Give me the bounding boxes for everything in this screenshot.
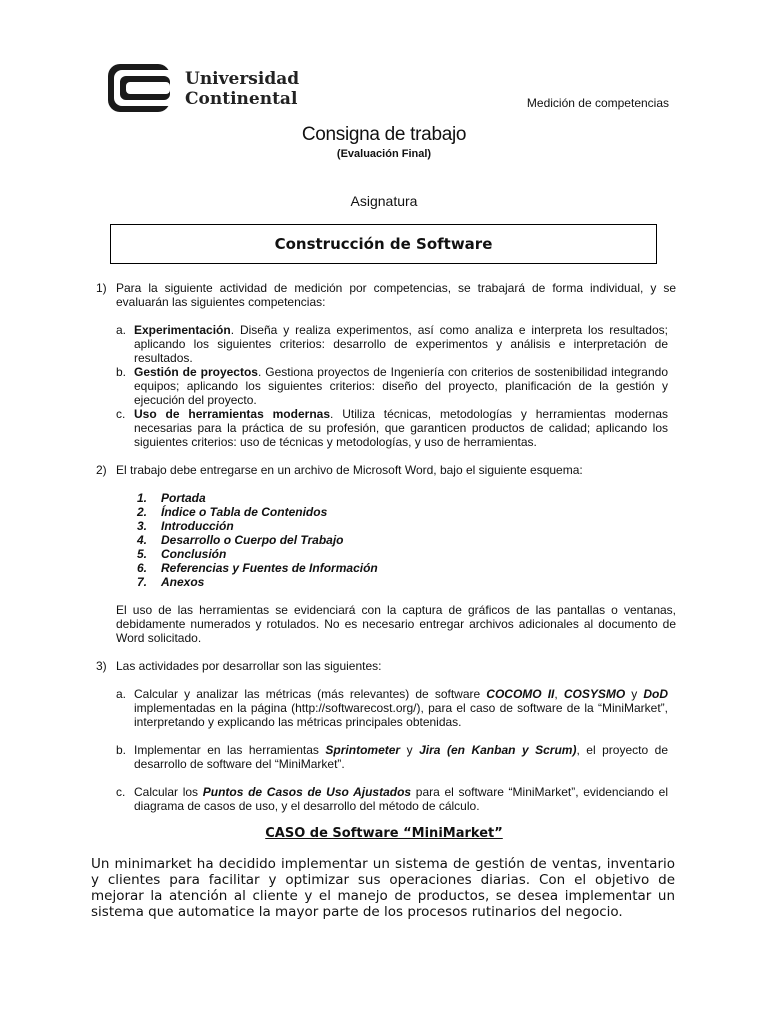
subject-name: Construcción de Software <box>274 235 493 253</box>
item-text: Las actividades por desarrollar son las siguientes: <box>116 659 382 673</box>
subject-label: Asignatura <box>350 193 418 209</box>
page-subtitle: (Evaluación Final) <box>336 148 432 160</box>
competency-a <box>116 323 668 365</box>
list-item: 5. Conclusión <box>137 547 227 561</box>
university-logo <box>108 64 300 114</box>
item-text: Para la siguiente actividad de medición por competencias, se trabajará de forma individual, y se evaluarán las siguientes competencias: <box>116 281 676 309</box>
page-title: Consigna de trabajo <box>301 124 467 145</box>
competency-letter: b. <box>116 365 127 379</box>
list-item: 6. Referencias y Fuentes de Información <box>137 561 378 575</box>
item-3 <box>96 659 676 673</box>
competency-name: Uso de herramientas modernas <box>134 407 330 421</box>
competency-name: Gestión de proyectos <box>134 365 258 379</box>
list-item: 2. Índice o Tabla de Contenidos <box>137 505 328 519</box>
competency-desc: . Gestiona proyectos de Ingeniería con criterios de sostenibilidad integrando equipos; aplicando los siguientes criterios: diseño del proyecto, planificación de la gestión y ejecución del proyecto. <box>134 365 668 407</box>
competency-desc: . Utiliza técnicas, metodologías y herramientas modernas necesarias para la práctica de su profesión, que garanticen productos de calidad; aplicando los siguientes criterios: uso de técnicas y metodologías, y uso de herramientas. <box>134 407 668 449</box>
item-text: El trabajo debe entregarse en un archivo de Microsoft Word, bajo el siguiente esquema: <box>116 463 583 477</box>
activity-a: a. Calcular y analizar las métricas (más relevantes) de software COCOMO II, COSYSMO y DoD implementadas en la página (http://softwarecost.org/), para el caso de software de la “MiniMarket”, interpretando y explicando las métricas principales obtenidas. <box>116 687 669 729</box>
list-item: 4. Desarrollo o Cuerpo del Trabajo <box>137 533 344 547</box>
competency-letter: a. <box>116 323 127 337</box>
competency-c <box>116 407 668 449</box>
logo-name-line2: Continental <box>185 89 298 109</box>
case-body: Un minimarket ha decidido implementar un sistema de gestión de ventas, inventario y clientes para facilitar y optimizar sus operaciones diarias. Con el objetivo de mejorar la atención al cliente y el manejo de productos, se desea implementar un sistema que automatice la mayor parte de los procesos rutinarios del negocio. <box>91 856 675 920</box>
competency-name: Experimentación <box>134 323 231 337</box>
item-1 <box>96 281 676 309</box>
activity-letter: a. <box>116 687 127 701</box>
item-2 <box>96 463 676 477</box>
competency-b <box>116 365 668 407</box>
activity-c: c. Calcular los Puntos de Casos de Uso Ajustados para el software “MiniMarket”, evidenciando el diagrama de casos de uso, y el desarrollo del método de cálculo. <box>116 785 668 813</box>
list-item: 3. Introducción <box>137 519 234 533</box>
activity-letter: b. <box>116 743 127 757</box>
subject-box <box>110 224 657 264</box>
logo-name-line1: Universidad <box>185 69 300 89</box>
outline-list <box>137 491 378 589</box>
case-title: CASO de Software “MiniMarket” <box>265 826 503 841</box>
list-item: 1. Portada <box>137 491 206 505</box>
competency-desc: . Diseña y realiza experimentos, así como analiza e interpreta los resultados; aplicando los siguientes criterios: desarrollo de experimentos y análisis e interpretación de resultados. <box>134 323 668 365</box>
competency-letter: c. <box>116 407 126 421</box>
logo-emblem-icon <box>108 64 170 112</box>
document-type: Medición de competencias <box>526 96 669 110</box>
activity-letter: c. <box>116 785 126 799</box>
item-number: 2) <box>96 463 107 477</box>
tools-note: El uso de las herramientas se evidenciará con la captura de gráficos de las pantallas o ventanas, debidamente numerados y rotulados. No es necesario entregar archivos adicionales al documento de Word solicitado. <box>116 603 676 645</box>
item-number: 3) <box>96 659 107 673</box>
activity-b: b. Implementar en las herramientas Sprintometer y Jira (en Kanban y Scrum), el proyecto de desarrollo de software del “MiniMarket”. <box>116 743 668 771</box>
list-item: 7. Anexos <box>137 575 205 589</box>
item-number: 1) <box>96 281 107 295</box>
